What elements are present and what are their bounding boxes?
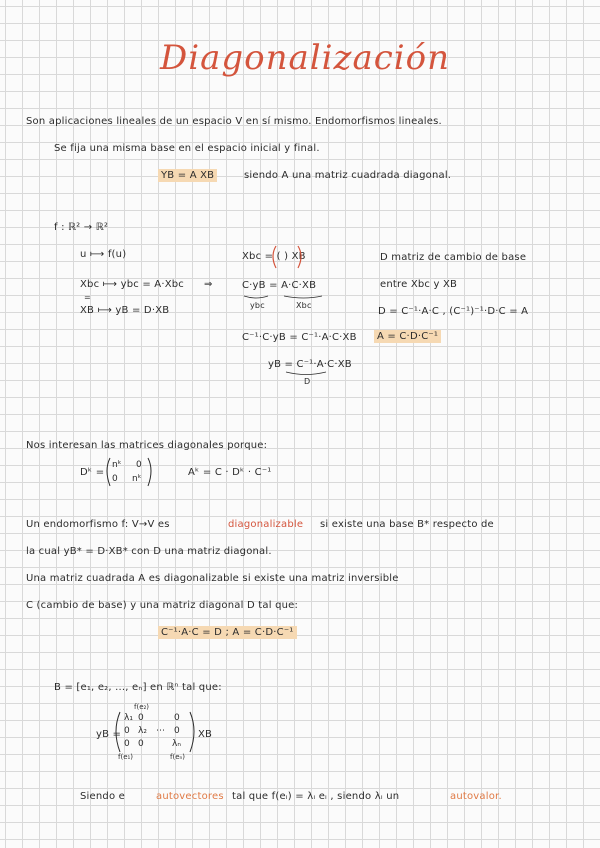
yb-formula: yB = C⁻¹·A·C·XB bbox=[268, 359, 352, 370]
xbc-map: Xbc ⟼ ybc = A·Xbc bbox=[80, 279, 185, 290]
xbc-paren: Xbc = ( ) XB bbox=[242, 251, 306, 262]
autovalor-term: autovalor. bbox=[450, 791, 502, 802]
ybc-label: ybc bbox=[250, 301, 265, 310]
implies-arrow: ⇒ bbox=[204, 279, 213, 290]
underbrace-ybc bbox=[244, 296, 268, 298]
dk-label: Dᵏ = bbox=[80, 467, 105, 478]
zero-n2: 0 bbox=[138, 739, 144, 749]
d-text-2: entre Xbc y XB bbox=[380, 279, 458, 290]
fe1-label: f(e₁) bbox=[118, 753, 134, 761]
c-inverse-formula: C⁻¹·C·yB = C⁻¹·A·C·XB bbox=[242, 332, 357, 343]
u-map: u ⟼ f(u) bbox=[80, 249, 127, 260]
block4-line-3: Una matriz cuadrada A es diagonalizable si existe una matriz inversible bbox=[26, 573, 399, 584]
block3-line: Nos interesan las matrices diagonales porque: bbox=[26, 440, 268, 451]
underbrace-xbc bbox=[284, 296, 322, 298]
dk-m22: nᵏ bbox=[132, 474, 142, 484]
dots: ⋯ bbox=[156, 726, 165, 736]
a-formula: A = C·D·C⁻¹ bbox=[374, 330, 441, 343]
diagonalizable-term: diagonalizable bbox=[228, 519, 304, 530]
eigen-right-paren bbox=[190, 712, 194, 752]
block4-line-2: la cual yB* = D·XB* con D una matriz diagonal. bbox=[26, 546, 272, 557]
yb-label: yB = bbox=[96, 729, 122, 740]
d-label: D bbox=[304, 377, 311, 386]
intro-formula: YB = A XB bbox=[158, 169, 217, 182]
page-title: Diagonalización bbox=[160, 38, 451, 78]
eq-sign: = bbox=[84, 293, 91, 302]
basis-line: B = [e₁, e₂, ..., eₙ] en ℝⁿ tal que: bbox=[54, 682, 222, 693]
final-c: tal que f(eᵢ) = λᵢ eᵢ , siendo λᵢ un bbox=[232, 791, 400, 802]
intro-formula-text: siendo A una matriz cuadrada diagonal. bbox=[244, 170, 452, 181]
dk-left-paren bbox=[107, 458, 110, 486]
red-left-paren bbox=[273, 246, 276, 268]
dk-right-paren bbox=[148, 458, 151, 486]
dk-m12: 0 bbox=[136, 460, 142, 470]
lambda-2: λ₂ bbox=[138, 726, 147, 736]
zero-2n: 0 bbox=[174, 726, 180, 736]
intro-line-2: Se fija una misma base en el espacio inicial y final. bbox=[54, 143, 320, 154]
block4-line-1a: Un endomorfismo f: V→V es bbox=[26, 519, 170, 530]
xbc-label: Xbc bbox=[296, 301, 312, 310]
xb-suffix: XB bbox=[198, 729, 213, 740]
red-right-paren bbox=[298, 246, 301, 268]
zero-21: 0 bbox=[124, 726, 130, 736]
d-text-1: D matriz de cambio de base bbox=[380, 252, 527, 263]
block4-line-4: C (cambio de base) y una matriz diagonal D tal que: bbox=[26, 600, 299, 611]
cyb-formula: C·yB = A·C·XB bbox=[242, 280, 317, 291]
lambda-1: λ₁ bbox=[124, 713, 133, 723]
block4-formula: C⁻¹·A·C = D ; A = C·D·C⁻¹ bbox=[158, 626, 297, 639]
final-a: Siendo e bbox=[80, 791, 126, 802]
fen-label: f(eₙ) bbox=[170, 753, 186, 761]
ak-formula: Aᵏ = C · Dᵏ · C⁻¹ bbox=[188, 467, 272, 478]
zero-1n: 0 bbox=[174, 713, 180, 723]
underbrace-d bbox=[286, 372, 326, 375]
dk-m21: 0 bbox=[112, 474, 118, 484]
d-formula: D = C⁻¹·A·C , (C⁻¹)⁻¹·D·C = A bbox=[378, 306, 529, 317]
intro-line-1: Son aplicaciones lineales de un espacio V en sí mismo. Endomorfismos lineales. bbox=[26, 116, 442, 127]
fe2-label: f(e₂) bbox=[134, 703, 150, 711]
map-definition: f : ℝ² → ℝ² bbox=[54, 222, 109, 233]
zero-n1: 0 bbox=[124, 739, 130, 749]
xb-map: XB ⟼ yB = D·XB bbox=[80, 305, 170, 316]
autovectores-term: autovectores bbox=[156, 791, 224, 802]
eigen-left-paren bbox=[116, 712, 120, 752]
lambda-n: λₙ bbox=[172, 739, 181, 749]
block4-line-1c: si existe una base B* respecto de bbox=[320, 519, 494, 530]
zero-12: 0 bbox=[138, 713, 144, 723]
dk-m11: nᵏ bbox=[112, 460, 122, 470]
